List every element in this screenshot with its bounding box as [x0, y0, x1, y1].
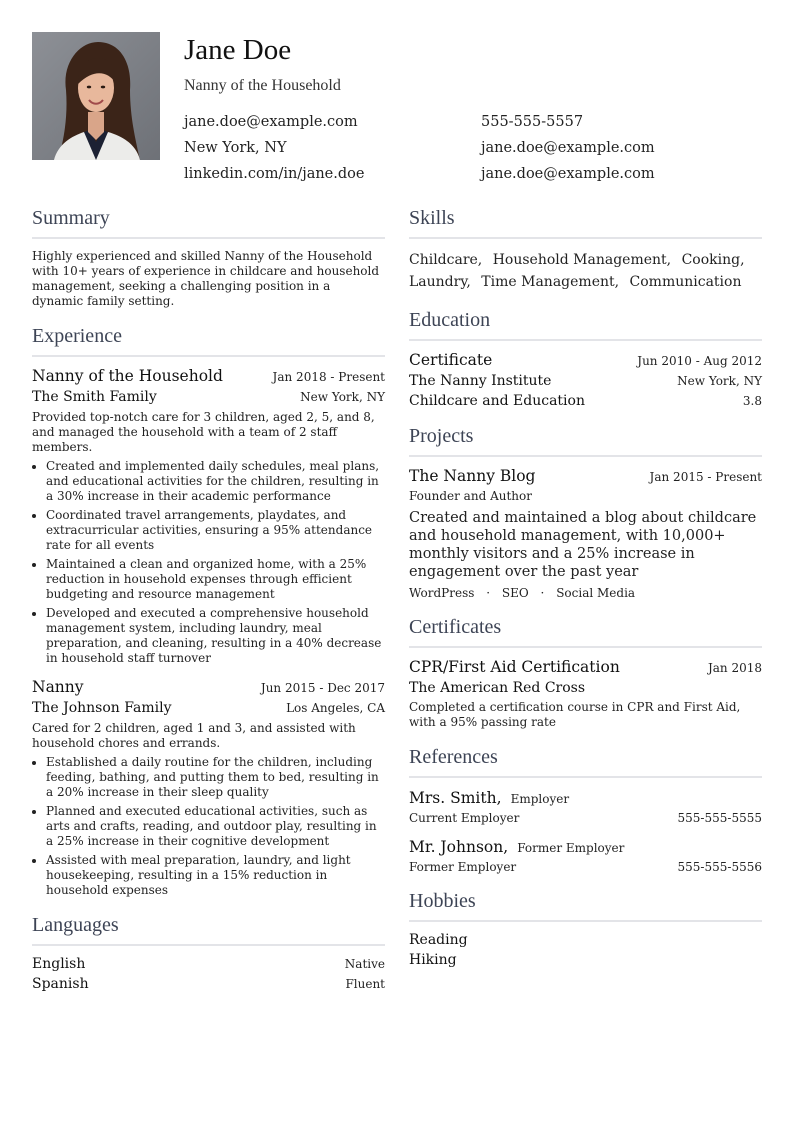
- certificates-heading: Certificates: [409, 614, 762, 648]
- experience-heading: Experience: [32, 323, 385, 357]
- summary-text: Highly experienced and skilled Nanny of the Household with 10+ years of experience in childcare and household management, seeking a challenging position in a dynamic family setting.: [32, 249, 380, 308]
- employer-location: New York, NY: [300, 390, 385, 404]
- certificates-section: [409, 614, 762, 730]
- contact-left: [184, 109, 364, 187]
- project-dates: Jan 2015 - Present: [649, 470, 762, 484]
- skills-section: [409, 205, 762, 293]
- contact-phone[interactable]: 555-555-5557: [481, 114, 584, 130]
- skill-item: Household Management,: [492, 252, 672, 268]
- candidate-name: Jane Doe: [184, 34, 292, 66]
- highlight-item: • Maintained a clean and organized home, with a 25% reduction in household expenses through efficient budgeting and resource management: [46, 557, 385, 602]
- education-score: 3.8: [742, 394, 762, 408]
- keyword: SEO: [501, 586, 529, 600]
- language-row: [32, 956, 385, 972]
- project-name: The Nanny Blog: [409, 467, 536, 485]
- position-title: Nanny: [32, 678, 84, 696]
- highlight-item: • Assisted with meal preparation, laundry, and light housekeeping, resulting in a 15% reduction in household expenses: [46, 853, 385, 898]
- certificate-date: Jan 2018: [707, 661, 762, 675]
- skills-list: [409, 249, 762, 293]
- education-degree: Certificate: [409, 351, 493, 369]
- reference-entry: [409, 788, 762, 825]
- employer-name: The Smith Family: [32, 389, 157, 405]
- projects-heading: Projects: [409, 423, 762, 457]
- experience-entry: [32, 678, 385, 898]
- language-name: English: [32, 956, 86, 972]
- highlight-item: • Established a daily routine for the children, including feeding, bathing, and putting them to bed, resulting in a 20% increase in their sleep quality: [46, 755, 385, 800]
- position-summary: Cared for 2 children, aged 1 and 3, and assisted with household chores and errands.: [32, 721, 356, 750]
- profile-photo: [32, 32, 160, 160]
- hobbies-heading: Hobbies: [409, 888, 762, 922]
- hobby-item: Hiking: [409, 952, 457, 968]
- reference-entry: [409, 837, 762, 874]
- education-institution: The Nanny Institute: [409, 373, 552, 389]
- certificate-summary: Completed a certification course in CPR and First Aid, with a 95% passing rate: [409, 700, 741, 729]
- highlight-item: • Developed and executed a comprehensive household management system, including laundry, meal preparation, and cleaning, resulting in a 40% decrease in household staff turnover: [46, 606, 385, 666]
- contact-linkedin[interactable]: linkedin.com/in/jane.doe: [184, 166, 365, 182]
- projects-section: [409, 423, 762, 600]
- reference-relation: Former Employer: [517, 841, 625, 855]
- summary-heading: Summary: [32, 205, 385, 239]
- position-summary: Provided top-notch care for 3 children, aged 2, 5, and 8, and managed the household with a team of 2 staff members.: [32, 410, 375, 454]
- highlight-list: [32, 755, 385, 898]
- contact-location: New York, NY: [184, 140, 287, 156]
- position-title: Nanny of the Household: [32, 367, 223, 385]
- reference-role: Current Employer: [409, 811, 520, 825]
- keyword-separator: ·: [486, 586, 491, 600]
- skill-item: Laundry,: [409, 274, 471, 290]
- education-location: New York, NY: [677, 374, 762, 388]
- position-dates: Jan 2018 - Present: [272, 370, 385, 384]
- reference-role: Former Employer: [409, 860, 517, 874]
- project-description: Created and maintained a blog about childcare and household management, with 10,000+ monthly visitors and a 25% increase in engagement over the past year: [409, 510, 757, 580]
- highlight-list: [32, 459, 385, 666]
- project-role: Founder and Author: [409, 489, 532, 503]
- certificate-issuer: The American Red Cross: [409, 680, 586, 696]
- keyword: Social Media: [556, 586, 636, 600]
- skill-item: Childcare,: [409, 252, 483, 268]
- highlight-item: • Planned and executed educational activities, such as arts and crafts, reading, and outdoor play, resulting in a 25% increase in their cognitive development: [46, 804, 385, 849]
- education-heading: Education: [409, 307, 762, 341]
- skills-heading: Skills: [409, 205, 762, 239]
- candidate-title: Nanny of the Household: [184, 77, 341, 94]
- hobby-item: Reading: [409, 932, 468, 948]
- reference-phone[interactable]: 555-555-5555: [677, 811, 762, 825]
- employer-location: Los Angeles, CA: [286, 701, 385, 715]
- position-dates: Jun 2015 - Dec 2017: [260, 681, 385, 695]
- employer-name: The Johnson Family: [32, 700, 172, 716]
- language-name: Spanish: [32, 976, 89, 992]
- references-heading: References: [409, 744, 762, 778]
- keyword-separator: ·: [540, 586, 545, 600]
- left-column: [32, 205, 385, 1006]
- project-keywords: [409, 586, 762, 600]
- experience-entry: [32, 367, 385, 666]
- skill-item: Communication: [629, 274, 742, 290]
- reference-relation: Employer: [510, 792, 570, 806]
- experience-section: [32, 323, 385, 898]
- language-level: Fluent: [345, 977, 385, 991]
- reference-name: Mr. Johnson,: [409, 838, 509, 856]
- summary-section: [32, 205, 385, 309]
- references-section: [409, 744, 762, 874]
- keyword: WordPress: [409, 586, 475, 600]
- education-section: [409, 307, 762, 409]
- highlight-item: • Coordinated travel arrangements, playdates, and extracurricular activities, ensuring a 95% attendance rate for all events: [46, 508, 385, 553]
- highlight-item: • Created and implemented daily schedules, meal plans, and educational activities for the children, resulting in a 30% increase in their academic performance: [46, 459, 385, 504]
- reference-name: Mrs. Smith,: [409, 789, 502, 807]
- contact-email[interactable]: jane.doe@example.com: [184, 114, 358, 130]
- hobbies-section: [409, 888, 762, 968]
- language-level: Native: [344, 957, 385, 971]
- reference-phone[interactable]: 555-555-5556: [677, 860, 762, 874]
- education-area: Childcare and Education: [409, 393, 585, 409]
- education-dates: Jun 2010 - Aug 2012: [637, 354, 762, 368]
- contact-email-3[interactable]: jane.doe@example.com: [481, 166, 655, 182]
- skill-item: Time Management,: [481, 274, 620, 290]
- languages-section: [32, 912, 385, 992]
- skill-item: Cooking,: [681, 252, 745, 268]
- right-column: [409, 205, 762, 982]
- certificate-name: CPR/First Aid Certification: [409, 658, 620, 676]
- languages-heading: Languages: [32, 912, 385, 946]
- language-row: [32, 976, 385, 992]
- contact-right: [481, 109, 655, 187]
- contact-email-2[interactable]: jane.doe@example.com: [481, 140, 655, 156]
